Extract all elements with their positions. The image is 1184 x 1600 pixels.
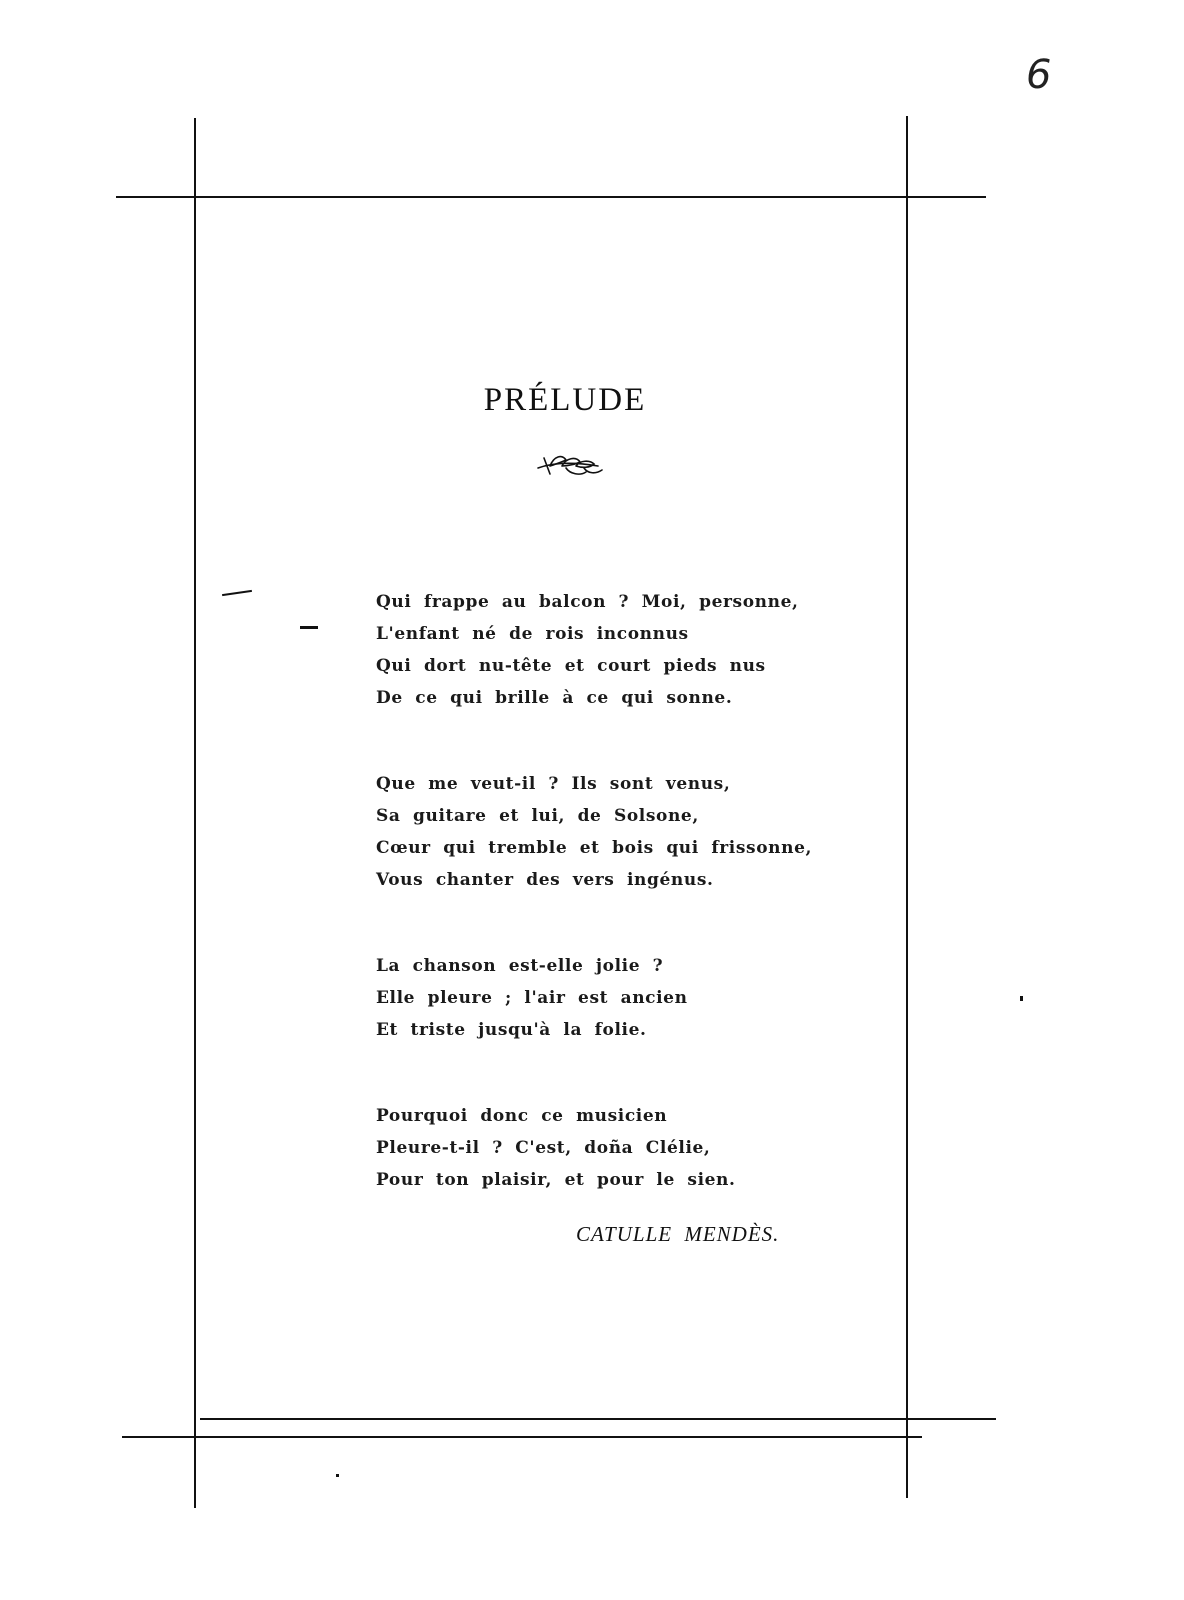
stanza-3	[376, 950, 812, 1046]
verse-line: Qui dort nu-tête et court pieds nus	[376, 656, 766, 676]
crop-line-left	[194, 118, 196, 1508]
stanza-1	[376, 586, 812, 714]
verse-line: Sa guitare et lui, de Solsone,	[376, 806, 699, 826]
scan-mark-dot-1	[1020, 996, 1023, 1001]
verse-line: Vous chanter des vers ingénus.	[376, 870, 714, 890]
author-signature: CATULLE MENDÈS.	[576, 1222, 780, 1246]
verse-line: De ce qui brille à ce qui sonne.	[376, 688, 733, 708]
poem-body	[376, 586, 812, 1250]
verse-line: Pourquoi donc ce musicien	[376, 1106, 668, 1126]
leaf-ornament-icon	[536, 450, 606, 478]
verse-line: Pleure-t-il ? C'est, doña Clélie,	[376, 1138, 711, 1158]
verse-line: La chanson est-elle jolie ?	[376, 956, 664, 976]
crop-line-bottom-lower	[122, 1436, 922, 1438]
verse-line: Pour ton plaisir, et pour le sien.	[376, 1170, 736, 1190]
verse-line: Cœur qui tremble et bois qui frissonne,	[376, 838, 812, 858]
scan-mark-dot-2	[336, 1474, 339, 1477]
crop-line-right	[906, 116, 908, 1498]
verse-line: Elle pleure ; l'air est ancien	[376, 988, 688, 1008]
verse-line: Que me veut-il ? Ils sont venus,	[376, 774, 731, 794]
crop-line-top	[116, 196, 986, 198]
poem-title: PRÉLUDE	[483, 382, 647, 418]
stanza-2	[376, 768, 812, 896]
page-number: 6	[1026, 52, 1052, 98]
stanza-4	[376, 1100, 812, 1196]
scan-mark-dash-1	[222, 590, 252, 596]
verse-line: Qui frappe au balcon ? Moi, personne,	[376, 592, 799, 612]
verse-line: L'enfant né de rois inconnus	[376, 624, 689, 644]
scan-mark-dash-2	[300, 626, 318, 629]
crop-line-bottom-upper	[200, 1418, 996, 1420]
verse-line: Et triste jusqu'à la folie.	[376, 1020, 647, 1040]
